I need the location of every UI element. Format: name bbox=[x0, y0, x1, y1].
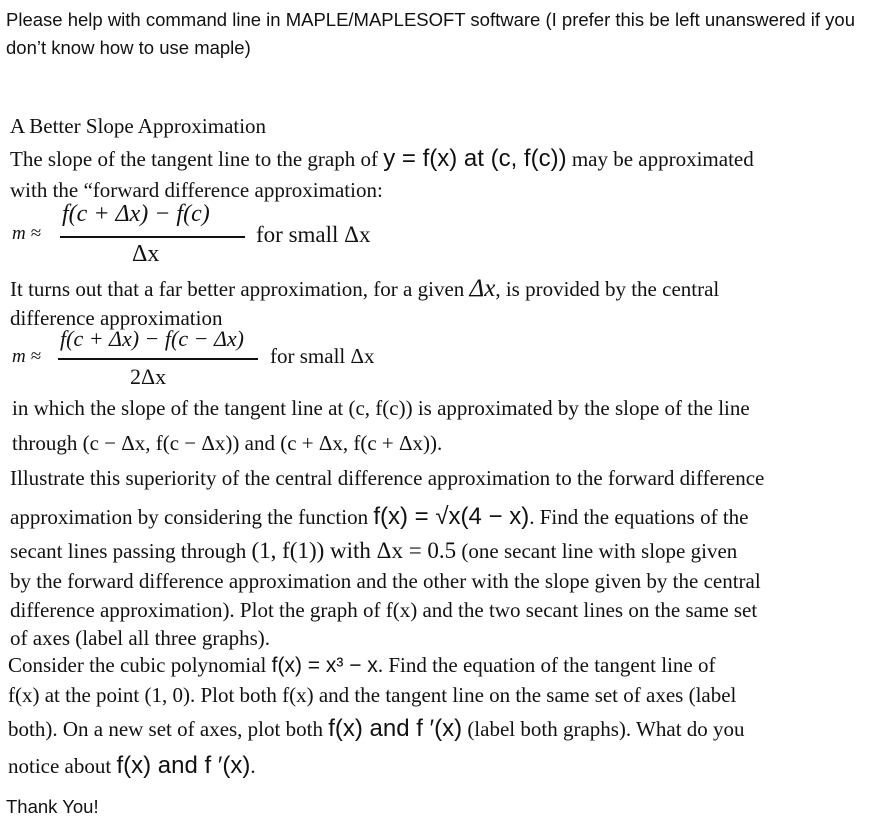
paragraph-5-line-3-math: f(x) and f ′(x) bbox=[328, 715, 463, 742]
paragraph-2-line-2: difference approximation bbox=[10, 306, 223, 330]
paragraph-5-line-3-prefix: both). On a new set of axes, plot both bbox=[8, 717, 323, 741]
paragraph-5-line-3-suffix: (label both graphs). What do you bbox=[467, 717, 745, 741]
paragraph-2-line-1-prefix: It turns out that a far better approximation, for a given bbox=[10, 277, 465, 301]
paragraph-2-line-1-math: Δx bbox=[469, 275, 496, 302]
paragraph-5-line-1-math: f(x) = x³ − x bbox=[271, 654, 378, 677]
closing-text: Thank You! bbox=[6, 796, 99, 817]
formula-1-numerator: f(c + Δx) − f(c) bbox=[62, 201, 210, 227]
formula-2-note: for small Δx bbox=[270, 344, 375, 368]
paragraph-3-line-1: in which the slope of the tangent line at (c, f(c)) is approximated by the slope of the line bbox=[12, 396, 750, 420]
formula-2-lhs: m ≈ bbox=[12, 346, 41, 367]
paragraph-4-line-4: by the forward difference approximation and the other with the slope given by the central bbox=[10, 569, 761, 593]
paragraph-4-line-2-suffix: . Find the equations of the bbox=[529, 505, 749, 529]
paragraph-1-line-1-suffix: may be approximated bbox=[571, 147, 754, 171]
paragraph-4-line-5: difference approximation). Plot the graph of f(x) and the two secant lines on the same set bbox=[10, 598, 758, 622]
paragraph-5-line-1 bbox=[8, 652, 715, 679]
paragraph-2-line-1 bbox=[10, 276, 719, 302]
paragraph-5-line-4 bbox=[8, 753, 256, 779]
paragraph-5-line-1-prefix: Consider the cubic polynomial bbox=[8, 653, 267, 677]
paragraph-4-line-2-prefix: approximation by considering the function bbox=[10, 505, 369, 529]
paragraph-4-line-6: of axes (label all three graphs). bbox=[10, 626, 271, 650]
paragraph-2-line-1-suffix: , is provided by the central bbox=[495, 277, 720, 301]
paragraph-1-line-2: with the “forward difference approximation: bbox=[10, 178, 383, 202]
paragraph-5-line-4-math: f(x) and f ′(x) bbox=[116, 752, 251, 779]
intro-text: Please help with command line in MAPLE/MAPLESOFT software (I prefer this be left unanswered if you don’t know how to use maple) bbox=[6, 9, 855, 58]
paragraph-4-line-1: Illustrate this superiority of the central difference approximation to the forward difference bbox=[10, 466, 765, 490]
paragraph-4-line-3-math: (1, f(1)) with Δx = 0.5 bbox=[251, 538, 457, 563]
paragraph-4-line-2-math: f(x) = √x(4 − x) bbox=[373, 503, 530, 530]
formula-1-denominator: Δx bbox=[132, 241, 160, 267]
paragraph-1-line-1-math: y = f(x) at (c, f(c)) bbox=[383, 145, 567, 172]
formula-1-fraction-bar bbox=[60, 236, 245, 238]
formula-1-note: for small Δx bbox=[256, 222, 371, 247]
paragraph-5-line-1-suffix: . Find the equation of the tangent line of bbox=[377, 653, 716, 677]
paragraph-5-line-4-suffix: . bbox=[250, 754, 256, 778]
formula-2-denominator: 2Δx bbox=[130, 364, 167, 389]
paragraph-4-line-2 bbox=[10, 504, 749, 530]
paragraph-3-line-2: through (c − Δx, f(c − Δx)) and (c + Δx, f(c + Δx)). bbox=[12, 431, 443, 455]
paragraph-1-line-1-prefix: The slope of the tangent line to the graph of bbox=[10, 147, 378, 171]
formula-2-fraction-bar bbox=[58, 358, 258, 360]
paragraph-5-line-4-prefix: notice about bbox=[8, 754, 112, 778]
paragraph-4-line-3-prefix: secant lines passing through bbox=[10, 539, 247, 563]
paragraph-4-line-3-suffix: (one secant line with slope given bbox=[461, 539, 738, 563]
formula-1-lhs: m ≈ bbox=[12, 223, 41, 244]
paragraph-1-line-1 bbox=[10, 146, 754, 172]
heading: A Better Slope Approximation bbox=[10, 114, 267, 138]
formula-2-numerator: f(c + Δx) − f(c − Δx) bbox=[60, 326, 244, 351]
paragraph-5-line-2: f(x) at the point (1, 0). Plot both f(x) and the tangent line on the same set of axes (label bbox=[8, 683, 737, 707]
paragraph-4-line-3 bbox=[10, 538, 737, 564]
paragraph-5-line-3 bbox=[8, 716, 745, 742]
